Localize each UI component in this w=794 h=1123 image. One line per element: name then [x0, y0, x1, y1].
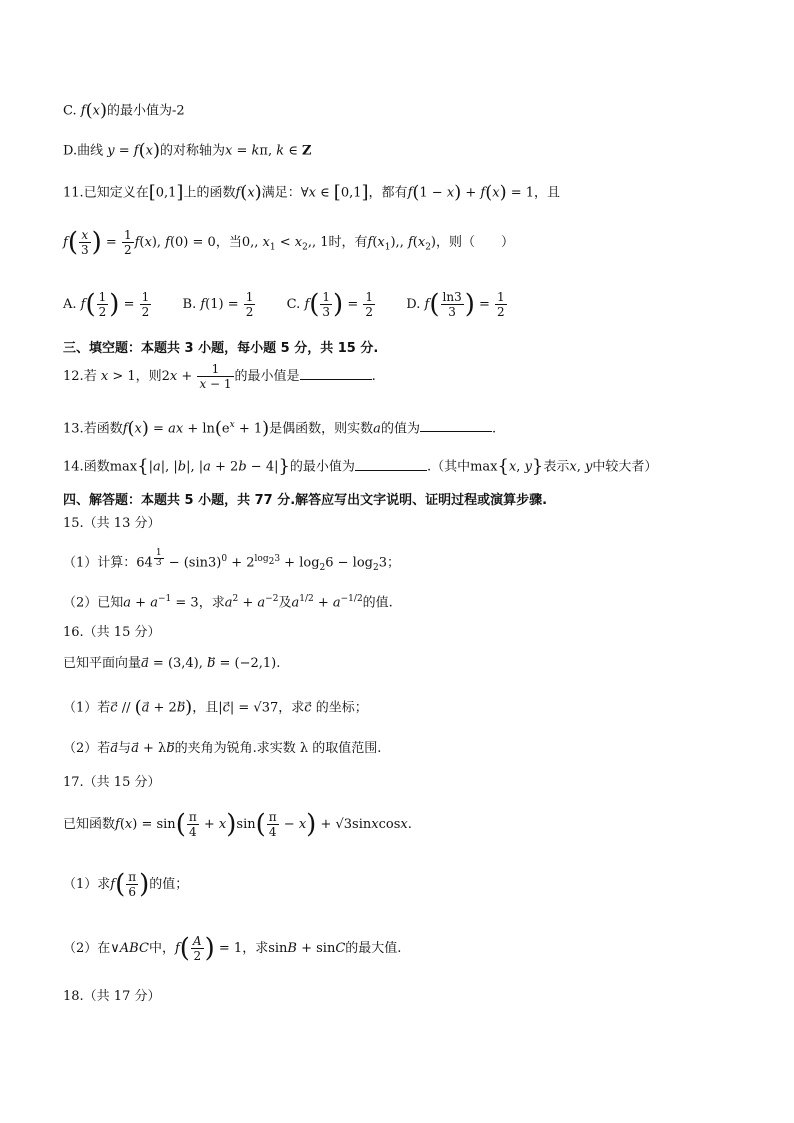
section3-title: 三、填空题：本题共 3 小题，每小题 5 分，共 15 分. [63, 341, 379, 356]
q11-option-b: B. f(1) = $\frac{1}{2}$ [182, 290, 254, 319]
q16-header: 16.（共 15 分） [63, 625, 161, 640]
q11-stem-line1: 11.已知定义在[0,1]上的函数f(x)满足：∀x ∈ [0,1]，都有f(1 − x) + f(x) = 1，且 [63, 182, 561, 203]
q12-answer-blank[interactable] [300, 367, 372, 380]
q15-part1: （1）计算：64 $^{\frac{1}{3}}$ − $(\sin 3)^0 + 2^{log_23} + \log_26 - \log_23$； [63, 548, 401, 573]
q13: 13.若函数f(x) = ax + $\ln(e^x + 1)$是偶函数，则实数a的值为 . [63, 417, 497, 439]
q11-option-d: D. f( $\frac{\ln 3}{3}$ ) = $\frac{1}{2}$ [406, 289, 505, 320]
q15-header: 15.（共 13 分） [63, 516, 161, 531]
q16-stem: 已知平面向量a⃗ = (3,4), b⃗ = (−2,1). [63, 656, 281, 671]
q11-options [63, 290, 508, 320]
q11-option-a: A. f( $\frac{1}{2}$ ) = $\frac{1}{2}$ [63, 289, 150, 320]
q17-stem: 已知函数f(x) = sin( $\frac{\pi}{4}$ + x)sin( $\frac{\pi}{4}$ − x) + √3sinxcosx. [63, 809, 412, 840]
q18-header: 18.（共 17 分） [63, 989, 161, 1004]
q15-part2: （2）已知$a + a^{-1} = 3$，求$a^2 + a^{-2}$及$a^{1/2} + a^{-1/2}$的值. [63, 594, 393, 611]
q17-header: 17.（共 15 分） [63, 775, 161, 790]
q11-stem-line2: f( $\frac{x}{3}$ ) = $\frac{1}{2}$ f(x), f(0) = 0，当0,, $x_1 < x_2$,, 1时，有$f(x_1)$,, $f(x_2)$，则（ ） [63, 227, 515, 258]
q14: 14.函数max{|a|, |b|, |a + 2b − 4|}的最小值为 .（其中max{x, y}表示x, y中较大者） [63, 456, 658, 477]
q17-part2: （2）在∨ABC中，f( $\frac{A}{2}$ ) = 1，求sinB + sinC的最大值. [63, 933, 402, 964]
q17-part1: （1）求f( $\frac{\pi}{6}$ )的值； [63, 869, 189, 900]
q10-option-c: C. f(x)的最小值为-2 [63, 100, 185, 121]
q16-part1: （1）若c⃗ // (a⃗ + 2b)，且|c⃗| = √37，求c⃗ 的坐标； [63, 697, 368, 718]
q16-part2: （2）若a与a⃗ + λb的夹角为锐角.求实数 λ 的取值范围. [63, 741, 382, 756]
q14-answer-blank[interactable] [355, 458, 427, 471]
q10-option-d: D.曲线 y = f(x)的对称轴为x = kπ, k ∈ Z [63, 140, 312, 161]
q11-option-c: C. f( $\frac{1}{3}$ ) = $\frac{1}{2}$ [286, 289, 374, 320]
q13-answer-blank[interactable] [420, 419, 492, 432]
q12: 12.若 x > 1，则2x + $\frac{1}{x - 1}$ 的最小值是 . [63, 362, 376, 391]
section4-title: 四、解答题：本题共 5 小题，共 77 分.解答应写出文字说明、证明过程或演算步骤. [63, 493, 548, 508]
